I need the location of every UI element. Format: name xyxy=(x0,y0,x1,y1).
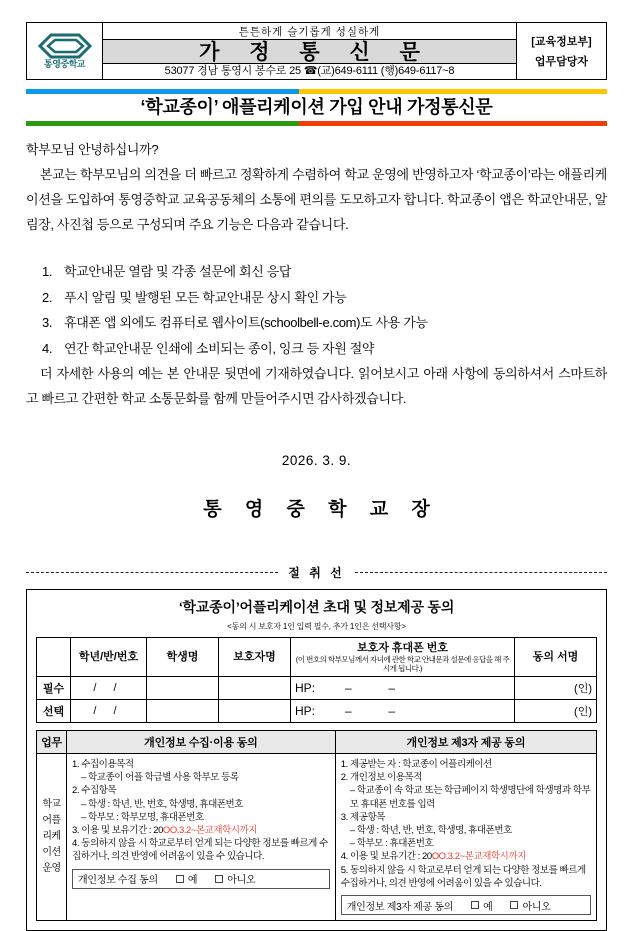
title-banner xyxy=(26,89,607,126)
logo-wordmark: 통영중학교 xyxy=(44,59,85,69)
cut-line-dash-left xyxy=(26,572,278,573)
checkbox-yes-label: 예 xyxy=(483,901,493,913)
consent-line: – 학생 : 학년, 반, 번호, 학생명, 휴대폰번호 xyxy=(349,825,512,837)
consent-form-note: <동의 시 보호자 1인 입력 필수, 추가 1인은 선택사항> xyxy=(227,622,406,631)
consent-disclaimer: 5. 동의하지 않을 시 학교로부터 얻게 되는 다양한 정보를 빠르게 수집하거나, 의견 반영에 어려움이 있을 수 있습니다. xyxy=(340,864,586,889)
task-label-text: 학교 어플 리케 이션 운영 xyxy=(42,799,61,875)
student-info-table xyxy=(36,637,597,723)
hp-prefix: HP: xyxy=(295,704,316,718)
masthead-center xyxy=(103,23,516,79)
intro-paragraph: 본교는 학부모님의 의견을 더 빠르고 정확하게 수렴하여 학교 운영에 반영하고자 ‘학교종이’라는 애플리케이션을 도입하여 통영중학교 교육공동체의 소통에 편의를 도모하고자 합니다. 학교종이 앱은 학교안내문, 알림장, 사진첩 등으로 구성되며 주요 기능은 다음과 같습니다. xyxy=(26,167,607,232)
consent-line: 3. 제공항목 xyxy=(340,811,385,823)
row-label-optional: 선택 xyxy=(37,700,71,723)
collection-consent-label: 개인정보 수집 동의 xyxy=(78,875,158,887)
grade-class-number-field[interactable]: / / xyxy=(71,677,147,700)
banner-bottom-right-segment xyxy=(299,121,607,126)
consent-line: – 학교종이 어플 학급별 사용 학부모 등록 xyxy=(81,772,239,784)
retention-prefix: 3. 이용 및 보유기간 : 20 xyxy=(72,825,163,837)
col-header-guardian-phone xyxy=(291,638,515,677)
hp-prefix: HP: xyxy=(295,681,316,695)
list-item-number: 1. xyxy=(42,264,53,279)
thirdparty-consent-checkline[interactable] xyxy=(341,895,591,915)
row-label-required: 필수 xyxy=(37,677,71,700)
thirdparty-consent-cell xyxy=(335,754,596,921)
masthead xyxy=(26,22,607,80)
grade-class-number-field[interactable]: / / xyxy=(71,700,147,723)
retention-prefix: 4. 이용 및 보유기간 : 20 xyxy=(340,851,432,863)
list-item xyxy=(26,310,607,336)
school-logo xyxy=(27,23,103,79)
col-header-collection-consent: 개인정보 수집·이용 동의 xyxy=(67,731,336,754)
document-page xyxy=(0,22,633,913)
list-item-label: 푸시 알림 및 발행된 모든 학교안내문 상시 확인 가능 xyxy=(64,289,347,305)
signature-field-required[interactable]: (인) xyxy=(515,677,597,700)
retention-period-line xyxy=(72,824,330,837)
consent-line: 1. 제공받는 자 : 학교종이 어플리케이션 xyxy=(340,759,492,770)
table-row xyxy=(37,677,597,700)
banner-top-right-segment xyxy=(299,89,607,94)
consent-line: 2. 개인정보 이용목적 xyxy=(340,772,423,784)
list-item xyxy=(26,259,607,285)
list-item-label: 휴대폰 앱 외에도 컴퓨터로 웹사이트(schoolbell-e.com)도 사용 가능 xyxy=(64,315,428,330)
principal-signature: 통 영 중 학 교 장 xyxy=(203,499,439,520)
col-header-student-name: 학생명 xyxy=(147,638,219,677)
checkbox-yes[interactable] xyxy=(176,875,184,883)
consent-line: – 학생 : 학년, 반, 번호, 학생명, 휴대폰번호 xyxy=(81,798,244,810)
greeting-paragraph: 학부모님 안녕하십니까? xyxy=(26,142,159,157)
student-name-field[interactable] xyxy=(147,677,219,700)
checkbox-no[interactable] xyxy=(215,875,223,883)
collection-consent-checkline[interactable] xyxy=(72,869,330,889)
newsletter-title: 가 정 통 신 문 xyxy=(103,39,516,64)
banner-top-left-segment xyxy=(26,89,299,94)
staff-label: 업무담당자 xyxy=(534,56,589,68)
col-header-task: 업무 xyxy=(37,731,67,754)
consent-disclaimer: 4. 동의하지 않을 시 학교로부터 얻게 되는 다양한 정보를 빠르게 수집하거나, 의견 반영에 어려움이 있을 수 있습니다. xyxy=(72,838,328,863)
guardian-phone-field[interactable] xyxy=(291,700,515,723)
school-address: 53077 경남 통영시 봉수로 25 ☎(교)649-6111 (행)649-6117~8 xyxy=(164,65,455,77)
list-item xyxy=(26,285,607,311)
student-name-field[interactable] xyxy=(147,700,219,723)
checkbox-yes-label: 예 xyxy=(187,875,198,887)
guardian-phone-subtext: (이 번호의 학부모님께서 자녀에 관한 학교 안내문과 설문에 응답을 해 주시게 됩니다.) xyxy=(295,655,510,673)
signature-field-optional[interactable]: (인) xyxy=(515,700,597,723)
consent-form-title: ‘학교종이’어플리케이션 초대 및 정보제공 동의 xyxy=(178,599,455,615)
table-header-row xyxy=(37,638,597,677)
letter-body xyxy=(26,137,607,411)
retention-period-line xyxy=(341,850,591,863)
thirdparty-consent-label: 개인정보 제3자 제공 동의 xyxy=(346,901,454,913)
guardian-name-field[interactable] xyxy=(219,700,291,723)
col-header-blank xyxy=(37,638,71,677)
task-label-cell xyxy=(37,754,67,921)
retention-period-highlight: OO.3.2~본교재학시까지 xyxy=(162,825,258,837)
list-item-label: 학교안내문 열람 및 각종 설문에 회신 응답 xyxy=(64,264,292,279)
col-header-guardian-name: 보호자명 xyxy=(219,638,291,677)
hp-dashes: – – xyxy=(318,704,396,718)
closing-paragraph: 더 자세한 사용의 예는 본 안내문 뒷면에 기재하였습니다. 읽어보시고 아래 사항에 동의하셔서 스마트하고 빠르고 간편한 학교 소통문화를 함께 만들어주시면 감사하겠습니다. xyxy=(26,366,607,406)
banner-top-bar xyxy=(26,89,607,94)
consent-line: – 학교종이 속 학교 또는 학급페이지 학생명단에 학생명과 학부모 휴대폰 번호를 입력 xyxy=(349,785,591,810)
table-row xyxy=(37,754,597,921)
cut-line xyxy=(26,564,607,581)
list-item-number: 3. xyxy=(42,315,53,330)
consent-line: 1. 수집이용목적 xyxy=(72,759,134,770)
masthead-department xyxy=(516,23,606,79)
list-item-number: 2. xyxy=(42,289,53,305)
cut-line-dash-right xyxy=(355,572,607,573)
consent-line: – 학부모 : 학부모명, 휴대폰번호 xyxy=(81,811,204,823)
privacy-consent-table xyxy=(36,730,597,921)
issue-date: 2026. 3. 9. xyxy=(281,453,352,468)
guardian-phone-title: 보호자 휴대폰 번호 xyxy=(356,642,449,654)
consent-form xyxy=(26,589,607,931)
checkbox-no[interactable] xyxy=(510,901,518,909)
col-header-consent-signature: 동의 서명 xyxy=(515,638,597,677)
feature-list xyxy=(26,259,607,361)
department-name: [교육정보부] xyxy=(531,36,592,48)
guardian-name-field[interactable] xyxy=(219,677,291,700)
consent-line: – 학부모 : 휴대폰번호 xyxy=(349,838,434,850)
checkbox-no-label: 아니오 xyxy=(522,901,551,913)
collection-consent-text xyxy=(68,755,334,866)
col-header-grade-class-number: 학년/반/번호 xyxy=(71,638,147,677)
checkbox-yes[interactable] xyxy=(471,901,479,909)
col-header-thirdparty-consent: 개인정보 제3자 제공 동의 xyxy=(335,731,596,754)
consent-line: 2. 수집항목 xyxy=(72,785,117,797)
table-row xyxy=(37,700,597,723)
list-item-label: 연간 학교안내문 인쇄에 소비되는 종이, 잉크 등 자원 절약 xyxy=(64,340,375,356)
list-item xyxy=(26,336,607,362)
retention-period-highlight: OO.3.2~본교재학시까지 xyxy=(431,851,526,863)
collection-consent-cell xyxy=(67,754,336,921)
list-item-number: 4. xyxy=(42,340,53,356)
guardian-phone-field[interactable] xyxy=(291,677,515,700)
thirdparty-consent-text xyxy=(337,755,595,892)
cut-line-label: 절 취 선 xyxy=(288,566,345,580)
school-slogan: 튼튼하게 슬기롭게 성실하게 xyxy=(238,26,381,38)
banner-bottom-bar xyxy=(26,121,607,126)
table-header-row xyxy=(37,731,597,754)
hp-dashes: – – xyxy=(318,681,396,695)
banner-bottom-left-segment xyxy=(26,121,299,126)
checkbox-no-label: 아니오 xyxy=(227,875,256,887)
banner-title-text: ‘학교종이’ 애플리케이션 가입 안내 가정통신문 xyxy=(140,97,493,117)
hexagon-logo-icon xyxy=(38,33,92,59)
